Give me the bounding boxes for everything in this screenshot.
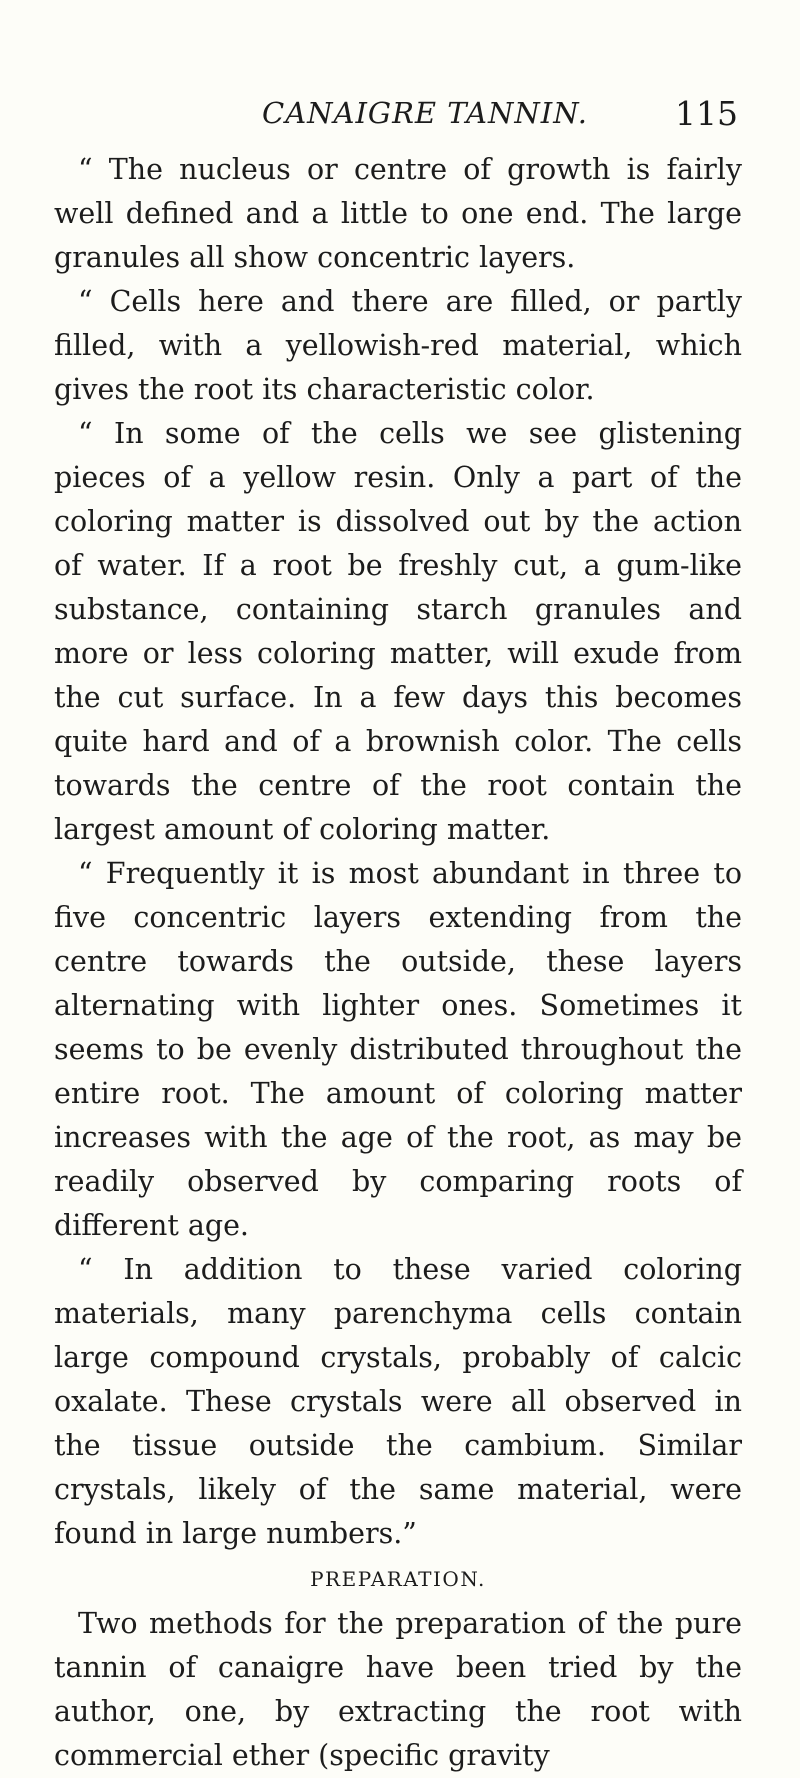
paragraph-nucleus: “ The nucleus or centre of growth is fairly well defined and a little to one end. The large granules all show concentric layers. <box>54 153 742 274</box>
paragraph-concentric-layers: “ Frequently it is most abundant in three to five concentric layers extending from the centre towards the outside, these layers alternating with lighter ones. Sometimes it seems to be evenly distributed throughout the entire root. The amount of coloring matter increases with the age of the root, as may be readily observed by comparing roots of different age. <box>54 857 742 1242</box>
paragraph-cells-filled: “ Cells here and there are filled, or partly filled, with a yellowish-red material, which gives the root its characteristic color. <box>54 285 742 406</box>
paragraph-yellow-resin: “ In some of the cells we see glistening pieces of a yellow resin. Only a part of the coloring matter is dissolved out by the action of water. If a root be freshly cut, a gum-like substance, containing starch granules and more or less coloring matter, will exude from the cut surface. In a few days this becomes quite hard and of a brownish color. The cells towards the centre of the root contain the largest amount of coloring matter. <box>54 417 742 846</box>
paragraph-methods: Two methods for the preparation of the pure tannin of canaigre have been tried by the author, one, by extracting the root with commercial ether (specific gravity <box>54 1607 742 1772</box>
running-head <box>0 96 800 136</box>
running-title: CANAIGRE TANNIN. <box>262 96 588 130</box>
paragraph-crystals: “ In addition to these varied coloring materials, many parenchyma cells contain large compound crystals, probably of calcic oxalate. These crystals were all observed in the tissue outside the cambium. Similar crystals, likely of the same material, were found in large numbers.” <box>54 1253 742 1550</box>
section-heading: PREPARATION. <box>310 1567 486 1591</box>
body-text <box>54 148 742 1778</box>
page-number: 115 <box>675 94 738 133</box>
